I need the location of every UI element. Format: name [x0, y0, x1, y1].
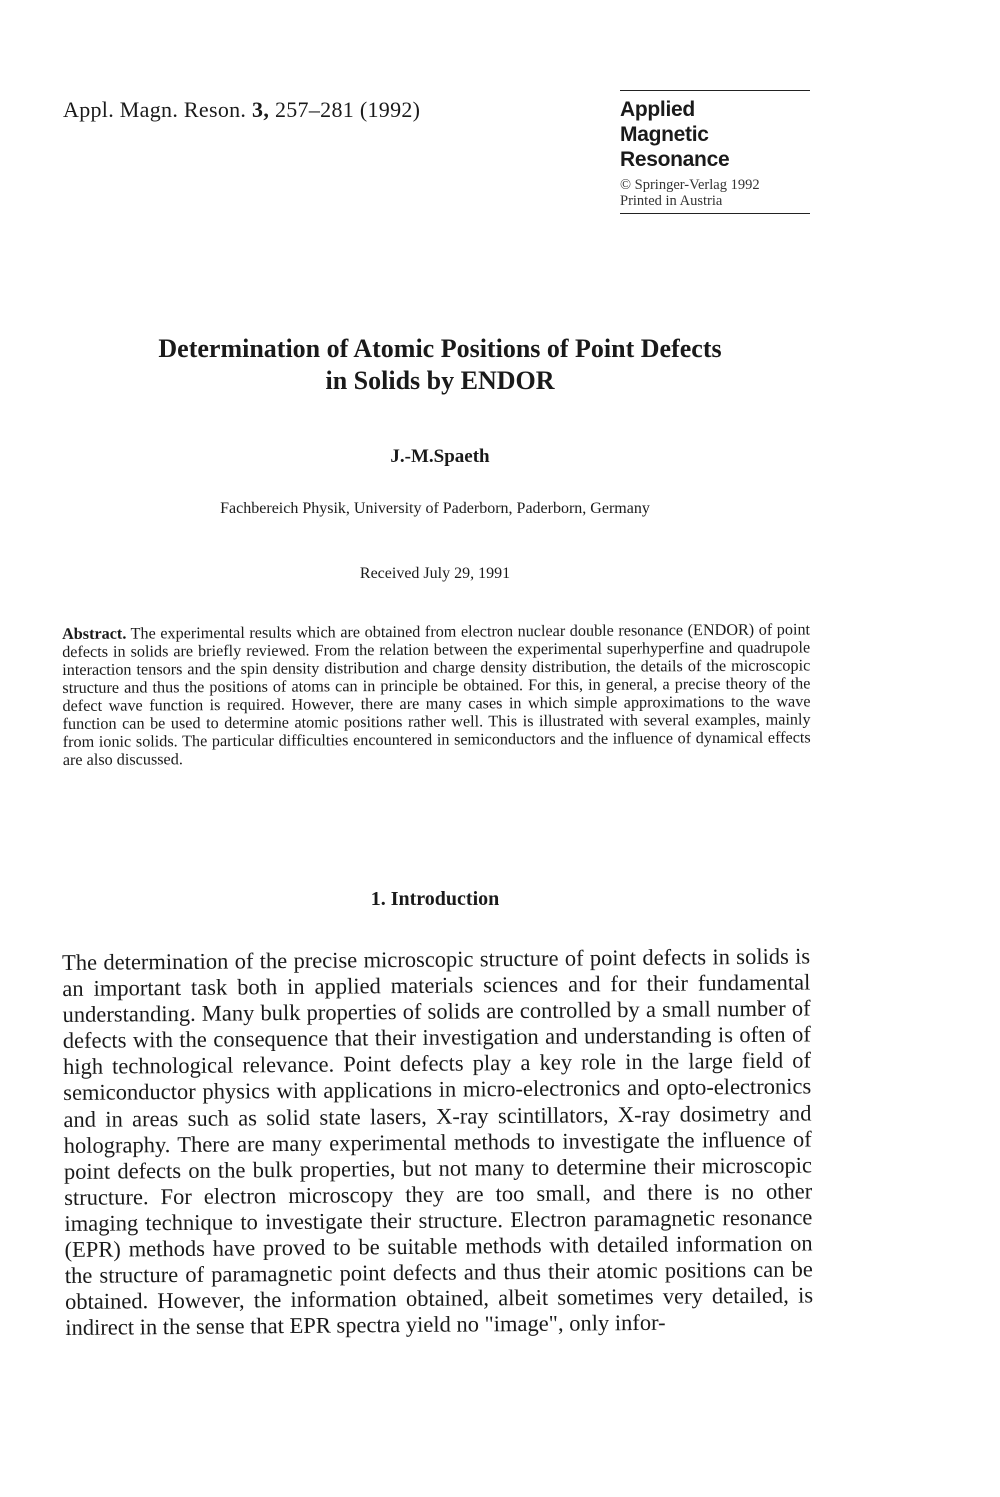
paper-title [0, 333, 880, 397]
author-name: J.-M.Spaeth [390, 446, 490, 467]
masthead-bottom-rule [620, 213, 810, 214]
title-line1: Determination of Atomic Positions of Point Defects [158, 334, 722, 363]
introduction-paragraph: The determination of the precise microscopic structure of point defects in solids is an important task both in applied materials sciences and for their fundamental understanding. Many bulk properties of solids are controlled by a small number of defects with the consequence that their investigation and understanding is often of high technological relevance. Point defects play a key role in the large field of semiconductor physics with applications in micro-electronics and opto-electronics and in areas such as solid state lasers, X-ray scintillators, X-ray dosimetry and holography. There are many experimental methods to investigate the influence of point defects on the bulk properties, but not many to determine their microscopic structure. For electron microscopy they are too small, and there is no other imaging technique to investigate their structure. Electron paramagnetic resonance (EPR) methods have proved to be suitable methods with detailed information on the structure of paramagnetic point defects and thus their atomic positions can be obtained. However, the information obtained, albeit sometimes very detailed, is indirect in the sense that EPR spectra yield no "image", only infor- [62, 943, 814, 1341]
abstract-label: Abstract. [62, 624, 127, 643]
abstract [62, 620, 811, 769]
section-heading: 1. Introduction [370, 888, 500, 910]
citation-prefix: Appl. Magn. Reson. [63, 97, 253, 122]
journal-name-line1: Applied [620, 98, 695, 121]
journal-name-line2: Magnetic Resonance [620, 123, 730, 171]
masthead-top-rule [620, 90, 810, 91]
journal-masthead [620, 90, 810, 214]
printed-line: Printed in Austria [620, 193, 723, 209]
title-line2: in Solids by ENDOR [325, 366, 555, 395]
copyright-line: © Springer-Verlag 1992 [620, 177, 760, 193]
abstract-text: The experimental results which are obtained from electron nuclear double resonance (ENDOR) of point defects in solids are briefly reviewed. From the relation between the experimental superhyperfine and quadrupole interaction tensors and the spin density distribution and charge density distribution, the details of the microscopic structure and thus the positions of atoms can in principle be obtained. For this, in general, a precise theory of the defect wave function is required. However, there are many cases in which simple approximations to the wave function can be used to determine atomic positions rather well. This is illustrated with several examples, mainly from ionic solids. The particular difficulties encountered in semiconductors and the influence of dynamical effects are also discussed. [62, 620, 811, 769]
citation-pages-year: 257–281 (1992) [269, 97, 421, 122]
journal-name [620, 97, 810, 172]
received-date: Received July 29, 1991 [359, 565, 511, 582]
citation-volume: 3, [252, 97, 270, 122]
journal-citation [63, 97, 420, 123]
journal-meta [620, 177, 810, 209]
author-affiliation: Fachbereich Physik, University of Paderborn, Paderborn, Germany [220, 500, 650, 517]
